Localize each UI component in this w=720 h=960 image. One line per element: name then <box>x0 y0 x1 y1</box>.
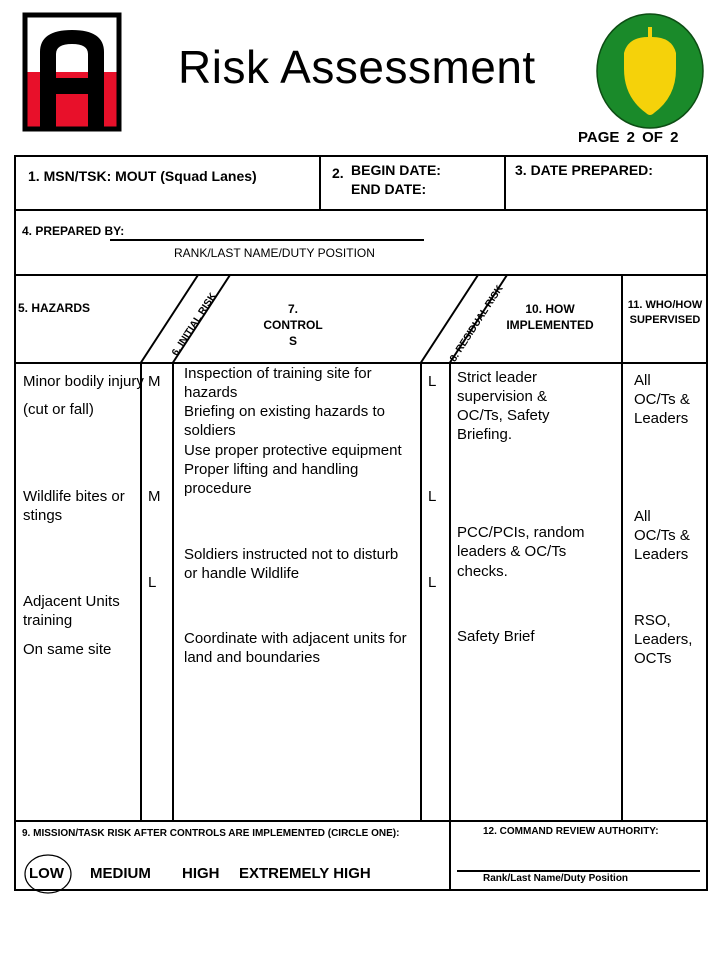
how-implemented-header: 10. HOW IMPLEMENTED <box>506 302 594 332</box>
hazard-same-site: On same site <box>23 641 112 658</box>
initial-risk-1: M <box>148 373 161 390</box>
how-1b: supervision & <box>457 388 548 405</box>
control-1c: Briefing on existing hazards to <box>184 403 385 420</box>
control-1b: hazards <box>184 384 238 401</box>
who-3c: OCTs <box>634 650 672 667</box>
controls-header: 7. CONTROL S <box>263 302 323 348</box>
risk-option-low[interactable]: LOW <box>29 865 64 882</box>
who-3b: Leaders, <box>634 631 693 648</box>
who-1b: OC/Ts & <box>634 391 690 408</box>
command-rank-name-caption: Rank/Last Name/Duty Position <box>483 873 629 884</box>
hazard-stings: stings <box>23 507 63 524</box>
who-2c: Leaders <box>634 546 689 563</box>
residual-risk-header: 8. RESIDUAL RISK <box>448 283 506 364</box>
control-1d: soldiers <box>184 422 236 439</box>
how-3a: Safety Brief <box>457 628 535 645</box>
initial-risk-2: M <box>148 488 161 505</box>
control-1e: Use proper protective equipment <box>184 442 402 459</box>
risk-option-extremely-high[interactable]: EXTREMELY HIGH <box>239 865 371 882</box>
how-1a: Strict leader <box>457 369 538 386</box>
how-2c: checks. <box>457 563 508 580</box>
page-indicator: PAGE 2 OF 2 <box>578 129 679 146</box>
begin-date-number: 2. <box>332 165 344 181</box>
who-3a: RSO, <box>634 612 671 629</box>
date-prepared-label: 3. DATE PREPARED: <box>515 162 653 178</box>
page-title: Risk Assessment <box>178 41 536 93</box>
residual-risk-1: L <box>428 373 437 390</box>
risk-option-medium[interactable]: MEDIUM <box>90 865 151 882</box>
mission-task: 1. MSN/TSK: MOUT (Squad Lanes) <box>28 168 257 184</box>
hazard-cut-or-fall: (cut or fall) <box>23 401 94 418</box>
residual-risk-3: L <box>428 574 437 591</box>
end-date-label: END DATE: <box>351 181 427 197</box>
initial-risk-3: L <box>148 574 157 591</box>
hazards-header: 5. HAZARDS <box>18 301 91 315</box>
rank-name-caption: RANK/LAST NAME/DUTY POSITION <box>174 246 375 260</box>
who-1c: Leaders <box>634 410 689 427</box>
control-1a: Inspection of training site for <box>184 365 372 382</box>
control-2b: or handle Wildlife <box>184 565 300 582</box>
control-1f: Proper lifting and handling <box>184 461 359 478</box>
how-1d: Briefing. <box>457 426 513 443</box>
control-1g: procedure <box>184 480 252 497</box>
how-2b: leaders & OC/Ts <box>457 543 567 560</box>
residual-risk-2: L <box>428 488 437 505</box>
mission-risk-label: 9. MISSION/TASK RISK AFTER CONTROLS ARE IMPLEMENTED (CIRCLE ONE): <box>22 828 400 839</box>
how-2a: PCC/PCIs, random <box>457 524 585 541</box>
command-review-label: 12. COMMAND REVIEW AUTHORITY: <box>483 826 659 837</box>
prepared-by-label: 4. PREPARED BY: <box>22 224 125 238</box>
begin-date-label: BEGIN DATE: <box>351 162 441 178</box>
who-supervised-header: 11. WHO/HOW SUPERVISED <box>627 299 703 326</box>
initial-risk-header: 6. INITIAL RISK <box>170 291 219 358</box>
risk-option-high[interactable]: HIGH <box>182 865 220 882</box>
control-3a: Coordinate with adjacent units for <box>184 630 407 647</box>
who-2b: OC/Ts & <box>634 527 690 544</box>
control-2a: Soldiers instructed not to disturb <box>184 546 399 563</box>
who-1a: All <box>634 372 651 389</box>
who-2a: All <box>634 508 651 525</box>
hazard-wildlife: Wildlife bites or <box>23 488 125 505</box>
hazard-adjacent-units: Adjacent Units <box>23 593 120 610</box>
hazard-minor-injury: Minor bodily injury <box>23 373 144 390</box>
how-1c: OC/Ts, Safety <box>457 407 550 424</box>
hazard-training: training <box>23 612 73 629</box>
control-3b: land and boundaries <box>184 649 320 666</box>
